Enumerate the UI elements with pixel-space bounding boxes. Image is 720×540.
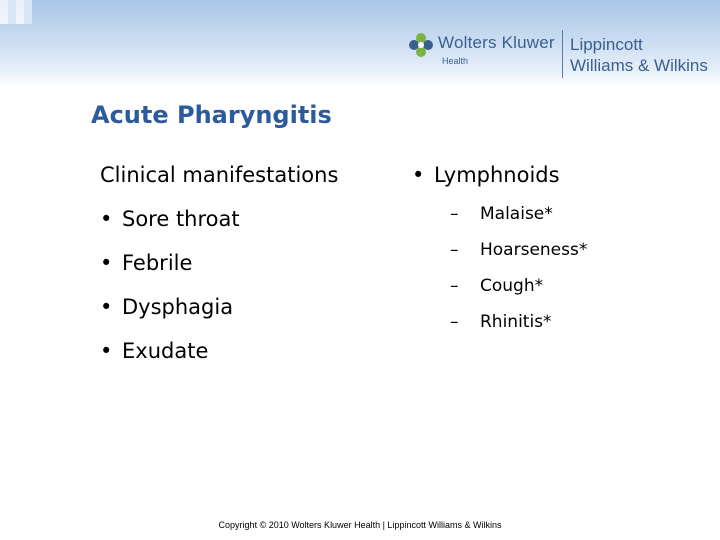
list-item: • Sore throat xyxy=(100,204,400,234)
logo-brand-text: Wolters Kluwer xyxy=(438,33,555,52)
logo-divider xyxy=(562,30,563,78)
copyright-footer: Copyright © 2010 Wolters Kluwer Health | Lippincott Williams & Wilkins xyxy=(218,520,502,530)
slide-title: Acute Pharyngitis xyxy=(91,101,332,129)
right-sub-bullet-list xyxy=(408,202,708,334)
list-item: • Exudate xyxy=(100,336,400,366)
lww-line-1: Lippincott xyxy=(570,35,643,54)
wolters-kluwer-mark-icon xyxy=(408,32,434,58)
checker-decoration xyxy=(0,0,32,22)
left-bullet-list xyxy=(100,204,400,366)
lww-logo-text xyxy=(570,34,708,76)
left-column xyxy=(100,160,400,366)
right-column-heading: • Lymphnoids xyxy=(408,160,708,190)
publisher-logo xyxy=(408,30,718,78)
left-column-heading: Clinical manifestations xyxy=(100,163,339,187)
sub-list-item: – Malaise* xyxy=(408,202,708,226)
lww-line-2: Williams & Wilkins xyxy=(570,56,708,75)
sub-list-item: – Rhinitis* xyxy=(408,310,708,334)
sub-list-item: – Hoarseness* xyxy=(408,238,708,262)
list-item: • Febrile xyxy=(100,248,400,278)
sub-list-item: – Cough* xyxy=(408,274,708,298)
logo-sub-text: Health xyxy=(442,56,469,66)
right-column xyxy=(408,160,708,334)
list-item: • Dysphagia xyxy=(100,292,400,322)
